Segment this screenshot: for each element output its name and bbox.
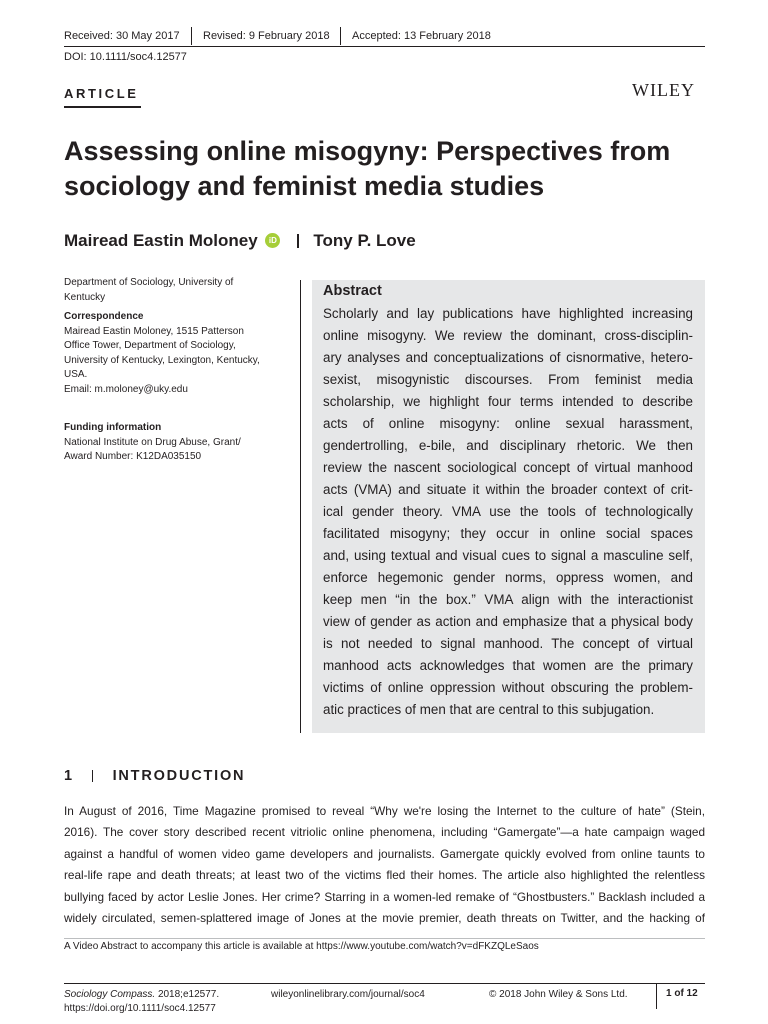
body-line: against a handful of women video game developers and journalists. Gamergate quickly evolved from online taunts to [64, 846, 705, 861]
section-divider [92, 770, 93, 782]
section-title: INTRODUCTION [112, 768, 246, 785]
footer-rule [64, 983, 705, 984]
affiliation-line: Kentucky [64, 291, 106, 303]
journal-website[interactable]: wileyonlinelibrary.com/journal/soc4 [271, 989, 425, 1000]
abstract-line: ary analyses and conceptualizations of cisnormative, hetero- [323, 350, 693, 365]
article-history [64, 27, 705, 47]
title-line: sociology and feminist media studies [64, 171, 545, 201]
abstract-line: facilitated misogyny; they occur in online social spaces [323, 526, 693, 541]
page-divider [656, 983, 657, 1009]
abstract-line: view of gender as action and emphasize that a physical body [323, 614, 693, 629]
affiliation-line: Department of Sociology, University of [64, 277, 234, 288]
abstract-line: atic practices of men that are central to this subjugation. [323, 702, 655, 717]
abstract-line: scholarship, we highlight four terms intended to describe [323, 394, 693, 409]
correspondence-line: University of Kentucky, Lexington, Kentucky, [64, 354, 260, 366]
citation-number: 2018;e12577. [157, 989, 220, 1000]
accepted-date: Accepted: 13 February 2018 [352, 30, 491, 42]
body-line: widely circulated, semen-splattered image of Jones at the movie premier, death threats on Twitter, and the hacking of [64, 910, 705, 925]
correspondence-line: Office Tower, Department of Sociology, [64, 340, 236, 351]
paper-title [64, 134, 704, 204]
journal-name: Sociology Compass. [64, 989, 156, 1000]
abstract-line: online misogyny. We review the dominant, cross-disciplin- [323, 328, 693, 343]
correspondence-line: USA. [64, 369, 88, 380]
abstract-line: acts (VMA) and situate it within the broader context of crit- [323, 482, 693, 497]
doi-link[interactable]: https://doi.org/10.1111/soc4.12577 [64, 1003, 216, 1014]
author-name[interactable]: Tony P. Love [313, 230, 416, 250]
abstract-text [323, 303, 693, 721]
abstract-line: manhood acts acknowledges that women are the primary [323, 658, 693, 673]
correspondence [64, 310, 292, 397]
divider [191, 27, 192, 45]
funding-line: Award Number: K12DA035150 [64, 451, 202, 462]
footnote-rule [64, 938, 705, 939]
orcid-icon[interactable]: iD [265, 233, 280, 248]
article-type-label: ARTICLE [64, 86, 139, 101]
author-name[interactable]: Mairead Eastin Moloney [64, 230, 258, 250]
funding-heading: Funding information [64, 422, 162, 433]
doi[interactable]: DOI: 10.1111/soc4.12577 [64, 51, 187, 63]
author-divider [297, 234, 299, 248]
abstract-line: keep men “in the box.” VMA align with the interactionist [323, 592, 693, 607]
body-line: bullying faced by actor Leslie Jones. Her crime? Starring in a women-led remake of “Ghostbusters.” Backlash included a [64, 889, 705, 904]
abstract-line: is not needed to signal manhood. The concept of virtual [323, 636, 693, 651]
citation [64, 988, 219, 1016]
divider [340, 27, 341, 45]
correspondence-heading: Correspondence [64, 311, 144, 322]
funding-information [64, 421, 292, 465]
publisher-logo: WILEY [632, 80, 695, 100]
abstract-line: acts of online misogyny: online sexual harassment, [323, 416, 693, 431]
abstract-line: victims of online oppression without obscuring the problem- [323, 680, 693, 695]
title-line: Assessing online misogyny: Perspectives from [64, 136, 671, 166]
affiliation [64, 276, 292, 305]
abstract-heading: Abstract [323, 283, 382, 299]
funding-line: National Institute on Drug Abuse, Grant/ [64, 436, 241, 448]
abstract-line: gendertrolling, e-bile, and disciplinary rhetoric. We then [323, 438, 693, 453]
abstract-line: review the nascent sociological concept of virtual manhood [323, 460, 693, 475]
abstract-line: enforce hegemonic gender norms, oppress women, and [323, 570, 693, 585]
page-number: 1 of 12 [666, 988, 698, 999]
body-line: 2016). The cover story described recent vitriolic online phenomena, including “Gamergate”—a hate campaign waged [64, 825, 705, 840]
abstract-line: Scholarly and lay publications have highlighted increasing [323, 306, 693, 321]
revised-date: Revised: 9 February 2018 [203, 30, 330, 42]
author-list [64, 229, 416, 251]
section-number: 1 [64, 768, 74, 785]
body-paragraph [64, 801, 705, 929]
abstract-line: sexist, misogynistic discourses. From feminist media [323, 372, 693, 387]
section-heading [64, 766, 245, 786]
received-date: Received: 30 May 2017 [64, 30, 180, 42]
article-type-underline [64, 106, 141, 108]
abstract-line: ical gender theory. VMA use the tools of technologically [323, 504, 693, 519]
column-divider [300, 280, 301, 733]
correspondence-line: Mairead Eastin Moloney, 1515 Patterson [64, 325, 244, 337]
correspondence-email[interactable]: Email: m.moloney@uky.edu [64, 383, 188, 395]
abstract-line: and, using textual and visual cues to signal a masculine self, [323, 548, 693, 563]
footnote[interactable]: A Video Abstract to accompany this article is available at https://www.youtube.com/watch?v=dFKZQLeSaos [64, 941, 539, 952]
header-rule [64, 46, 705, 47]
body-line: In August of 2016, Time Magazine promised to reveal “Why we're losing the Internet to the culture of hate” (Stein, [64, 804, 705, 818]
copyright: © 2018 John Wiley & Sons Ltd. [489, 989, 628, 1000]
body-line: real-life rape and death threats; at least two of the victims fled their homes. The article also highlighted the relentless [64, 868, 705, 883]
